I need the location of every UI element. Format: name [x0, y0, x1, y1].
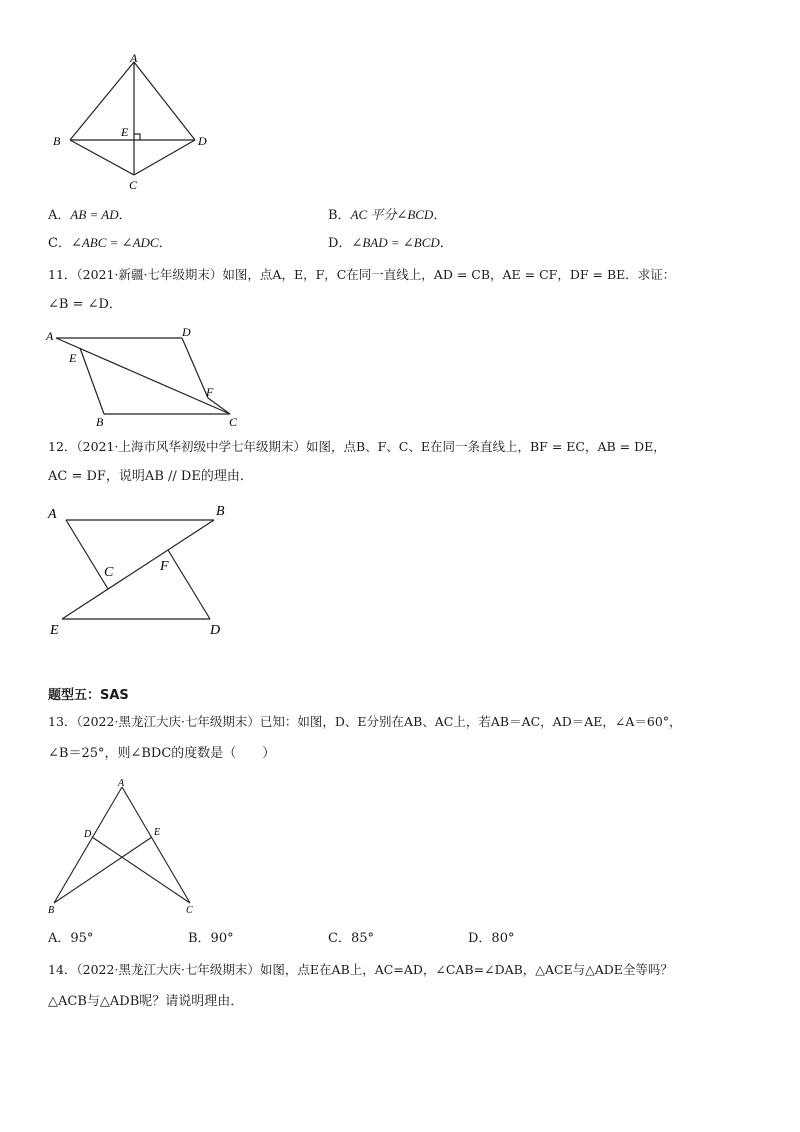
q11-text-line2: ∠B = ∠D． [48, 297, 122, 312]
q11-label-b: B [96, 415, 104, 429]
q13-segment-dc [92, 837, 190, 903]
q12-label-b: B [216, 504, 225, 519]
q10-label-c: C [129, 178, 138, 192]
q10-option-a-expr: AB = AD [70, 207, 119, 222]
section-title: 题型五：SAS [48, 688, 129, 703]
q10-label-b: B [53, 134, 61, 148]
q13-figure [42, 775, 212, 917]
q10-label-a: A [130, 51, 138, 65]
q12-label-d: D [210, 623, 221, 638]
q11-label-d: D [182, 325, 191, 339]
q13-text-line1: 13．（2022·黑龙江大庆·七年级期末）已知：如图，D、E分别在AB、AC上，若AB＝AC，AD＝AE，∠A＝60°， [48, 714, 682, 729]
q13-label-e: E [154, 827, 161, 838]
q10-option-d-letter: D． [328, 236, 352, 251]
q12-label-a: A [48, 507, 57, 522]
q13-segment-ac [122, 787, 190, 903]
q13-option-d[interactable]: D．80° [468, 931, 515, 946]
q12-figure [42, 500, 242, 642]
q10-option-b-letter: B． [328, 208, 351, 223]
q11-segment-dc [182, 338, 208, 398]
q10-option-d-expr: ∠BAD = ∠BCD [351, 235, 440, 250]
q10-option-c-expr: ∠ABC = ∠ADC [70, 235, 159, 250]
q12-label-f: F [160, 559, 169, 574]
q12-label-c: C [104, 565, 114, 580]
q10-segment-ad [134, 62, 195, 140]
q10-option-c-letter: C． [48, 236, 71, 251]
q12-text-line2: AC = DF，说明AB // DE的理由． [48, 469, 253, 484]
q10-option-c[interactable] [48, 234, 172, 253]
q11-label-c: C [229, 415, 238, 429]
q10-option-d-tail: ． [439, 236, 453, 251]
q10-option-d[interactable] [328, 234, 453, 253]
q11-figure [42, 322, 252, 430]
q10-segment-dc [134, 140, 195, 175]
q10-option-b-tail: ． [433, 208, 447, 223]
q13-label-b: B [48, 905, 55, 916]
q13-label-a: A [118, 778, 125, 789]
q10-option-b-expr: AC 平分∠BCD [350, 207, 434, 222]
q13-label-c: C [186, 905, 193, 916]
q10-right-angle-mark [134, 134, 140, 140]
q13-text-line2: ∠B＝25°，则∠BDC的度数是（ ） [48, 746, 276, 761]
q12-segment-ac [66, 520, 108, 589]
q13-option-c[interactable]: C．85° [328, 931, 374, 946]
q10-option-a-letter: A． [48, 208, 71, 223]
q11-text-line1: 11．（2021·新疆·七年级期末）如图，点A，E，F，C在同一直线上，AD = CB，AE = CF，DF = BE．求证： [48, 267, 676, 282]
q11-label-f: F [206, 385, 214, 399]
q11-label-e: E [69, 351, 77, 365]
q14-text-line1: 14．（2022·黑龙江大庆·七年级期末）如图，点E在AB上，AC=AD，∠CAB=∠DAB，△ACE与△ADE全等吗？ [48, 962, 673, 977]
q11-label-a: A [46, 329, 54, 343]
q12-text-line1: 12．（2021·上海市风华初级中学七年级期末）如图，点B、F、C、E在同一条直线上，BF = EC，AB = DE， [48, 439, 666, 454]
q14-text-line2: △ACB与△ADB呢？请说明理由． [48, 994, 244, 1009]
q10-label-d: D [198, 134, 207, 148]
q12-segment-eb [62, 520, 214, 619]
q10-label-e: E [121, 125, 129, 139]
q12-label-e: E [50, 623, 59, 638]
q12-segment-fd [168, 550, 210, 619]
q11-segment-ac [56, 338, 230, 414]
q10-option-a-tail: ． [118, 208, 132, 223]
q10-segment-bc [70, 140, 134, 175]
q13-label-d: D [84, 829, 92, 840]
q13-segment-ab [54, 787, 122, 903]
q10-option-c-tail: ． [158, 236, 172, 251]
q13-option-b[interactable]: B．90° [188, 931, 234, 946]
q10-option-a[interactable] [48, 206, 132, 225]
q13-option-a[interactable]: A．95° [48, 931, 94, 946]
q13-segment-eb [54, 837, 152, 903]
q10-option-b[interactable] [328, 206, 446, 225]
q10-figure [45, 50, 220, 195]
